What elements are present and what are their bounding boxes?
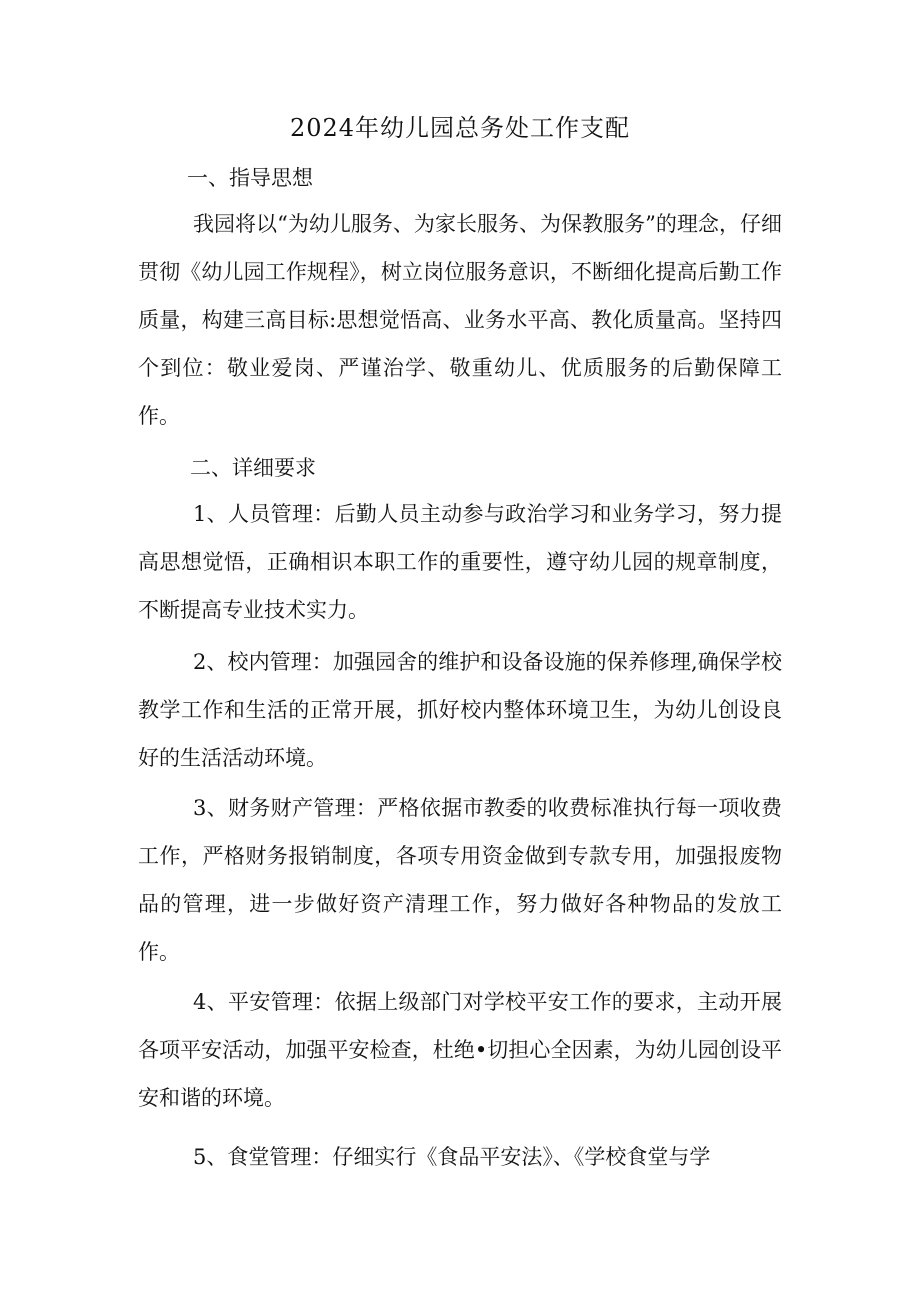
document-title: 2024年幼儿园总务处工作支配 xyxy=(289,114,631,142)
guiding-ideology-paragraph: 我园将以“为幼儿服务、为家长服务、为保教服务”的理念，仔细贯彻《幼儿园工作规程》，树立岗位服务意识，不断细化提高后勤工作质量，构建三高目标:思想觉悟高、业务水平高、教化质量高。坚持四个到位：敬业爱岗、严谨治学、敬重幼儿、优质服务的后勤保障工作。 xyxy=(138,212,782,428)
requirement-item-campus: 2、校内管理：加强园舍的维护和设备设施的保养修理,确保学校教学工作和生活的正常开展，抓好校内整体环境卫生，为幼儿创设良好的生活活动环境。 xyxy=(138,650,782,770)
requirement-item-canteen: 5、食堂管理：仔细实行《食品平安法》、《学校食堂与学 xyxy=(193,1145,711,1169)
requirement-item-safety: 4、平安管理：依据上级部门对学校平安工作的要求，主动开展各项平安活动，加强平安检查，杜绝•切担心全因素，为幼儿园创设平安和谐的环境。 xyxy=(138,990,782,1110)
section-heading-detailed-requirements: 二、详细要求 xyxy=(190,456,316,480)
requirement-item-finance: 3、财务财产管理：严格依据市教委的收费标准执行每一项收费工作，严格财务报销制度，各项专用资金做到专款专用，加强报废物品的管理，进一步做好资产清理工作，努力做好各种物品的发放工作。 xyxy=(138,796,782,964)
requirement-item-personnel: 1、人员管理：后勤人员主动参与政治学习和业务学习，努力提高思想觉悟，正确相识本职工作的重要性，遵守幼儿园的规章制度，不断提高专业技术实力。 xyxy=(138,502,782,622)
section-heading-guiding-ideology: 一、指导思想 xyxy=(187,166,313,190)
